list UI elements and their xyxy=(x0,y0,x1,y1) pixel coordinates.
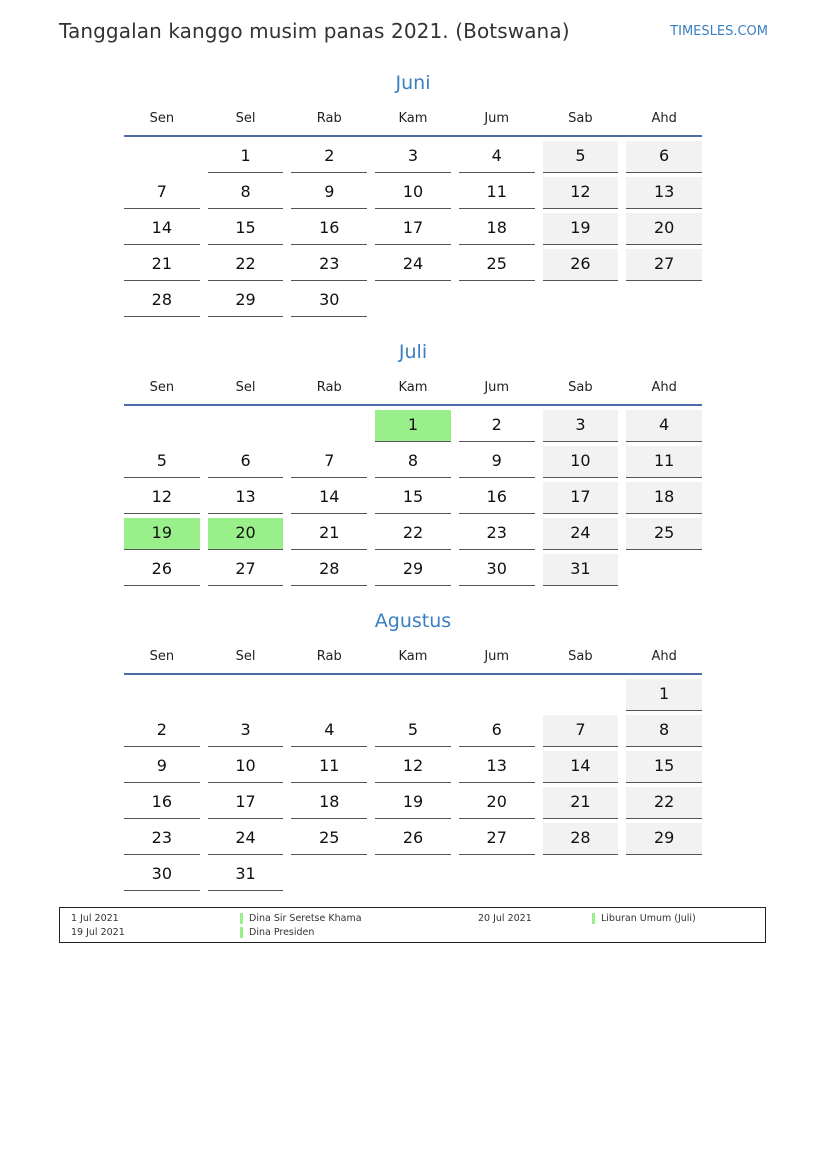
day-cell: 7 xyxy=(291,446,367,478)
weekday-label: Rab xyxy=(316,380,342,395)
month-august xyxy=(120,606,706,895)
weekday-label: Sab xyxy=(568,380,593,395)
day-cell: 23 xyxy=(291,249,367,281)
day-cell: 1 xyxy=(626,679,702,711)
day-cell: 25 xyxy=(459,249,535,281)
day-cell: 12 xyxy=(375,751,451,783)
day-cell: 20 xyxy=(459,787,535,819)
day-cell: 2 xyxy=(459,410,535,442)
weekday-label: Ahd xyxy=(651,111,677,126)
day-cell: 24 xyxy=(543,518,619,550)
empty-cell xyxy=(543,679,619,711)
weekday-label: Jum xyxy=(484,111,510,126)
day-cell: 15 xyxy=(375,482,451,514)
day-cell: 17 xyxy=(375,213,451,245)
weekday-label: Sen xyxy=(149,649,175,664)
legend-holiday-name: Dina Presiden xyxy=(240,927,314,938)
day-cell: 2 xyxy=(291,141,367,173)
day-cell: 22 xyxy=(626,787,702,819)
day-cell: 15 xyxy=(208,213,284,245)
day-cell: 8 xyxy=(375,446,451,478)
day-cell: 19 xyxy=(375,787,451,819)
day-cell: 31 xyxy=(543,554,619,586)
month-title: Juni xyxy=(395,72,431,94)
weekday-label: Sen xyxy=(149,111,175,126)
day-cell: 20 xyxy=(626,213,702,245)
day-cell: 10 xyxy=(543,446,619,478)
day-cell: 13 xyxy=(208,482,284,514)
weekday-label: Sel xyxy=(235,111,256,126)
day-cell: 18 xyxy=(291,787,367,819)
day-cell: 25 xyxy=(291,823,367,855)
day-cell: 29 xyxy=(626,823,702,855)
day-cell: 8 xyxy=(626,715,702,747)
day-cell: 17 xyxy=(543,482,619,514)
day-cell: 3 xyxy=(375,141,451,173)
weekday-header xyxy=(120,106,706,132)
day-cell: 4 xyxy=(459,141,535,173)
month-june xyxy=(120,68,706,321)
day-cell: 22 xyxy=(208,249,284,281)
day-cell: 26 xyxy=(375,823,451,855)
day-cell: 6 xyxy=(208,446,284,478)
day-cell: 16 xyxy=(291,213,367,245)
day-cell: 15 xyxy=(626,751,702,783)
day-cell: 13 xyxy=(459,751,535,783)
weekday-label: Rab xyxy=(316,649,342,664)
day-cell: 12 xyxy=(124,482,200,514)
day-cell: 14 xyxy=(543,751,619,783)
day-cell: 3 xyxy=(543,410,619,442)
weekday-label: Sen xyxy=(149,380,175,395)
day-cell: 1 xyxy=(208,141,284,173)
day-cell: 14 xyxy=(291,482,367,514)
day-cell: 14 xyxy=(124,213,200,245)
day-cell: 28 xyxy=(124,285,200,317)
weekday-label: Sel xyxy=(235,649,256,664)
day-cell: 27 xyxy=(208,554,284,586)
legend-date: 1 Jul 2021 xyxy=(71,913,119,924)
day-cell: 30 xyxy=(459,554,535,586)
day-cell: 29 xyxy=(375,554,451,586)
legend-date: 19 Jul 2021 xyxy=(71,927,125,938)
holiday-legend xyxy=(59,907,766,943)
weekday-header xyxy=(120,644,706,670)
empty-cell xyxy=(375,679,451,711)
empty-cell xyxy=(291,410,367,442)
day-cell: 21 xyxy=(291,518,367,550)
legend-holiday-name: Liburan Umum (Juli) xyxy=(592,913,696,924)
day-cell: 12 xyxy=(543,177,619,209)
day-cell: 16 xyxy=(459,482,535,514)
weekday-label: Kam xyxy=(398,380,428,395)
day-cell: 5 xyxy=(543,141,619,173)
day-cell: 5 xyxy=(375,715,451,747)
day-cell: 24 xyxy=(375,249,451,281)
day-cell: 11 xyxy=(626,446,702,478)
holiday-day-cell: 20 xyxy=(208,518,284,550)
header-divider xyxy=(124,673,702,675)
day-cell: 30 xyxy=(124,859,200,891)
day-cell: 19 xyxy=(543,213,619,245)
day-cell: 9 xyxy=(459,446,535,478)
day-cell: 16 xyxy=(124,787,200,819)
day-cell: 11 xyxy=(291,751,367,783)
empty-cell xyxy=(124,141,200,173)
day-cell: 30 xyxy=(291,285,367,317)
day-cell: 7 xyxy=(124,177,200,209)
weekday-label: Rab xyxy=(316,111,342,126)
empty-cell xyxy=(124,679,200,711)
day-cell: 3 xyxy=(208,715,284,747)
empty-cell xyxy=(291,679,367,711)
day-cell: 5 xyxy=(124,446,200,478)
day-cell: 9 xyxy=(291,177,367,209)
empty-cell xyxy=(208,679,284,711)
holiday-day-cell: 19 xyxy=(124,518,200,550)
day-cell: 13 xyxy=(626,177,702,209)
day-cell: 21 xyxy=(124,249,200,281)
day-cell: 10 xyxy=(375,177,451,209)
day-cell: 9 xyxy=(124,751,200,783)
days-grid xyxy=(120,410,706,590)
day-cell: 31 xyxy=(208,859,284,891)
weekday-label: Kam xyxy=(398,649,428,664)
header-divider xyxy=(124,404,702,406)
day-cell: 22 xyxy=(375,518,451,550)
month-title: Agustus xyxy=(374,610,452,632)
day-cell: 11 xyxy=(459,177,535,209)
day-cell: 28 xyxy=(543,823,619,855)
day-cell: 6 xyxy=(459,715,535,747)
weekday-label: Sab xyxy=(568,111,593,126)
holiday-day-cell: 1 xyxy=(375,410,451,442)
legend-date: 20 Jul 2021 xyxy=(478,913,532,924)
day-cell: 23 xyxy=(124,823,200,855)
empty-cell xyxy=(124,410,200,442)
day-cell: 8 xyxy=(208,177,284,209)
day-cell: 4 xyxy=(626,410,702,442)
weekday-label: Jum xyxy=(484,649,510,664)
weekday-label: Jum xyxy=(484,380,510,395)
days-grid xyxy=(120,141,706,321)
month-title: Juli xyxy=(398,341,428,363)
days-grid xyxy=(120,679,706,895)
weekday-label: Sel xyxy=(235,380,256,395)
weekday-label: Kam xyxy=(398,111,428,126)
empty-cell xyxy=(459,679,535,711)
day-cell: 29 xyxy=(208,285,284,317)
header-divider xyxy=(124,135,702,137)
day-cell: 26 xyxy=(543,249,619,281)
empty-cell xyxy=(208,410,284,442)
day-cell: 7 xyxy=(543,715,619,747)
day-cell: 2 xyxy=(124,715,200,747)
brand-link[interactable]: TIMESLES.COM xyxy=(670,24,768,39)
day-cell: 21 xyxy=(543,787,619,819)
day-cell: 24 xyxy=(208,823,284,855)
day-cell: 18 xyxy=(626,482,702,514)
weekday-label: Sab xyxy=(568,649,593,664)
day-cell: 25 xyxy=(626,518,702,550)
page-title: Tanggalan kanggo musim panas 2021. (Botswana) xyxy=(59,19,570,43)
day-cell: 4 xyxy=(291,715,367,747)
day-cell: 18 xyxy=(459,213,535,245)
day-cell: 26 xyxy=(124,554,200,586)
day-cell: 23 xyxy=(459,518,535,550)
legend-holiday-name: Dina Sir Seretse Khama xyxy=(240,913,362,924)
day-cell: 17 xyxy=(208,787,284,819)
day-cell: 27 xyxy=(626,249,702,281)
weekday-label: Ahd xyxy=(651,649,677,664)
day-cell: 27 xyxy=(459,823,535,855)
weekday-header xyxy=(120,375,706,401)
month-july xyxy=(120,337,706,590)
day-cell: 6 xyxy=(626,141,702,173)
weekday-label: Ahd xyxy=(651,380,677,395)
day-cell: 28 xyxy=(291,554,367,586)
day-cell: 10 xyxy=(208,751,284,783)
